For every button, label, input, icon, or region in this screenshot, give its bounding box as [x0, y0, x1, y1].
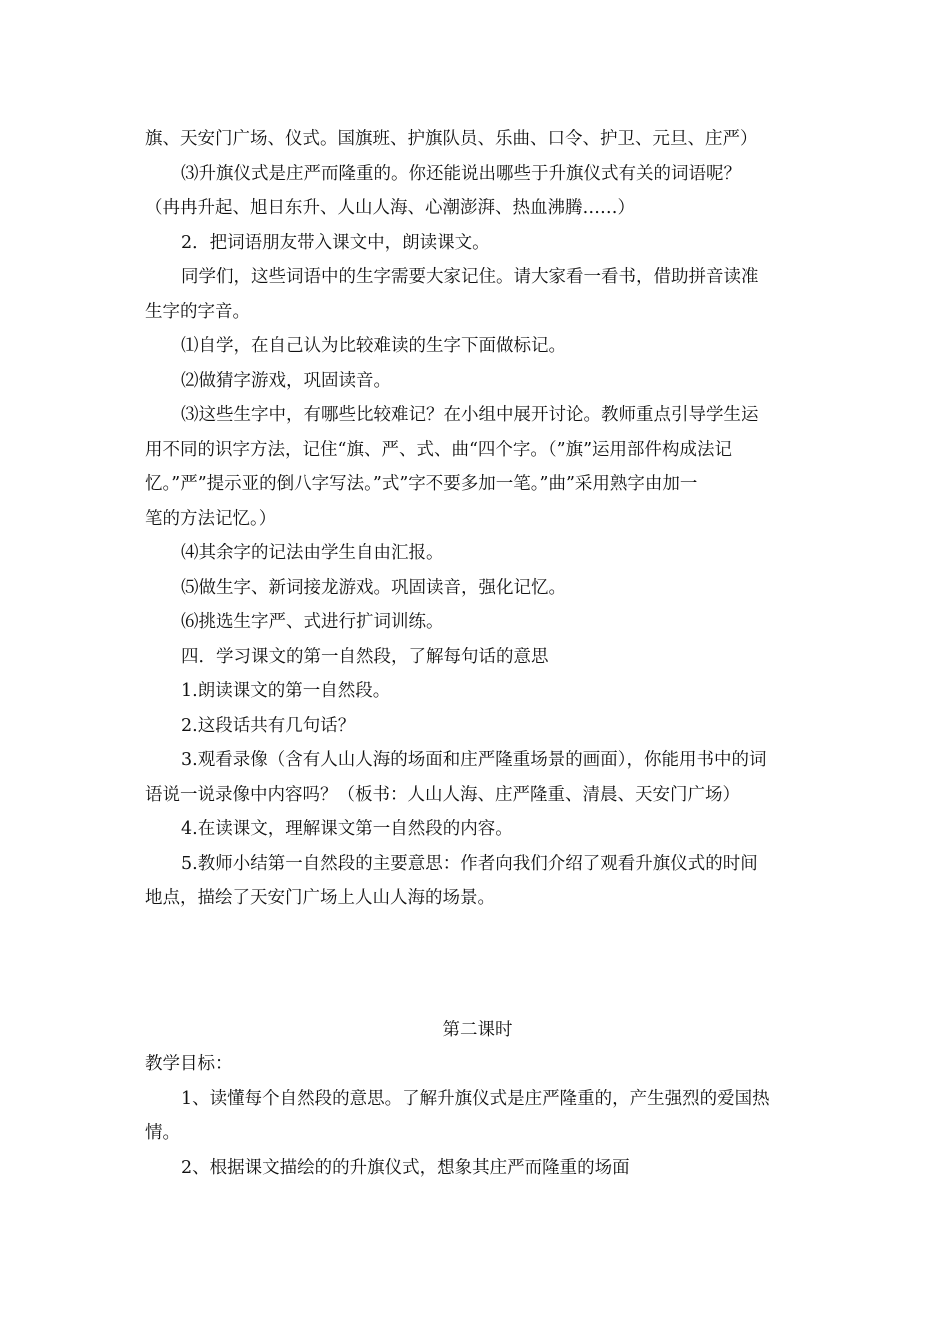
- paragraph-line: 地点，描绘了天安门广场上人山人海的场景。: [145, 888, 495, 908]
- goal-line: 1、读懂每个自然段的意思。了解升旗仪式是庄严隆重的，产生强烈的爱国热: [181, 1088, 770, 1109]
- paragraph-line: ⑵做猜字游戏，巩固读音。: [181, 370, 391, 391]
- section-spacer: [145, 916, 810, 1013]
- section-heading: 四．学习课文的第一自然段，了解每句话的意思: [181, 646, 549, 667]
- paragraph-line: 语说一说录像中内容吗？（板书：人山人海、庄严隆重、清晨、天安门广场）: [145, 784, 740, 805]
- lesson-title: 第二课时: [442, 1019, 513, 1040]
- paragraph-line: 4.在读课文，理解课文第一自然段的内容。: [181, 819, 513, 839]
- goals-heading: 教学目标：: [145, 1054, 233, 1074]
- paragraph-line: ⑷其余字的记法由学生自由汇报。: [181, 543, 444, 563]
- document-body: [145, 122, 810, 1185]
- paragraph-line: ⑶升旗仪式是庄严而隆重的。你还能说出哪些于升旗仪式有关的词语呢？: [181, 163, 741, 184]
- paragraph-line: ⑶这些生字中，有哪些比较难记？在小组中展开讨论。教师重点引导学生运: [181, 405, 759, 425]
- goal-line: 情。: [145, 1123, 180, 1143]
- paragraph-line: 旗、天安门广场、仪式。国旗班、护旗队员、乐曲、口令、护卫、元旦、庄严）: [145, 129, 758, 149]
- paragraph-line: 5.教师小结第一自然段的主要意思：作者向我们介绍了观看升旗仪式的时间: [181, 853, 758, 874]
- paragraph-line: 1.朗读课文的第一自然段。: [181, 681, 391, 701]
- paragraph-line: 用不同的识字方法，记住“旗、严、式、曲“四个字。（”旗”运用部件构成法记: [145, 439, 733, 460]
- paragraph-line: （冉冉升起、旭日东升、人山人海、心潮澎湃、热血沸腾……）: [145, 198, 635, 218]
- paragraph-line: 生字的字音。: [145, 301, 250, 322]
- paragraph-line: ⑸做生字、新词接龙游戏。巩固读音，强化记忆。: [181, 577, 566, 598]
- paragraph-line: ⑹挑选生字严、式进行扩词训练。: [181, 612, 444, 632]
- paragraph-line: 忆。”严”提示亚的倒八字写法。”式”字不要多加一笔。”曲”采用熟字由加一: [145, 474, 698, 494]
- paragraph-line: 同学们，这些词语中的生字需要大家记住。请大家看一看书，借助拼音读准: [181, 267, 759, 287]
- paragraph-line: ⑴自学，在自己认为比较难读的生字下面做标记。: [181, 336, 566, 356]
- paragraph-line: 笔的方法记忆。）: [145, 508, 277, 529]
- goal-line: 2、根据课文描绘的的升旗仪式，想象其庄严而隆重的场面: [181, 1157, 630, 1178]
- paragraph-line: 2．把词语朋友带入课文中，朗读课文。: [181, 232, 490, 253]
- paragraph-line: 3.观看录像（含有人山人海的场面和庄严隆重场景的画面），你能用书中的词: [181, 750, 767, 770]
- paragraph-line: 2.这段话共有几句话？: [181, 715, 356, 736]
